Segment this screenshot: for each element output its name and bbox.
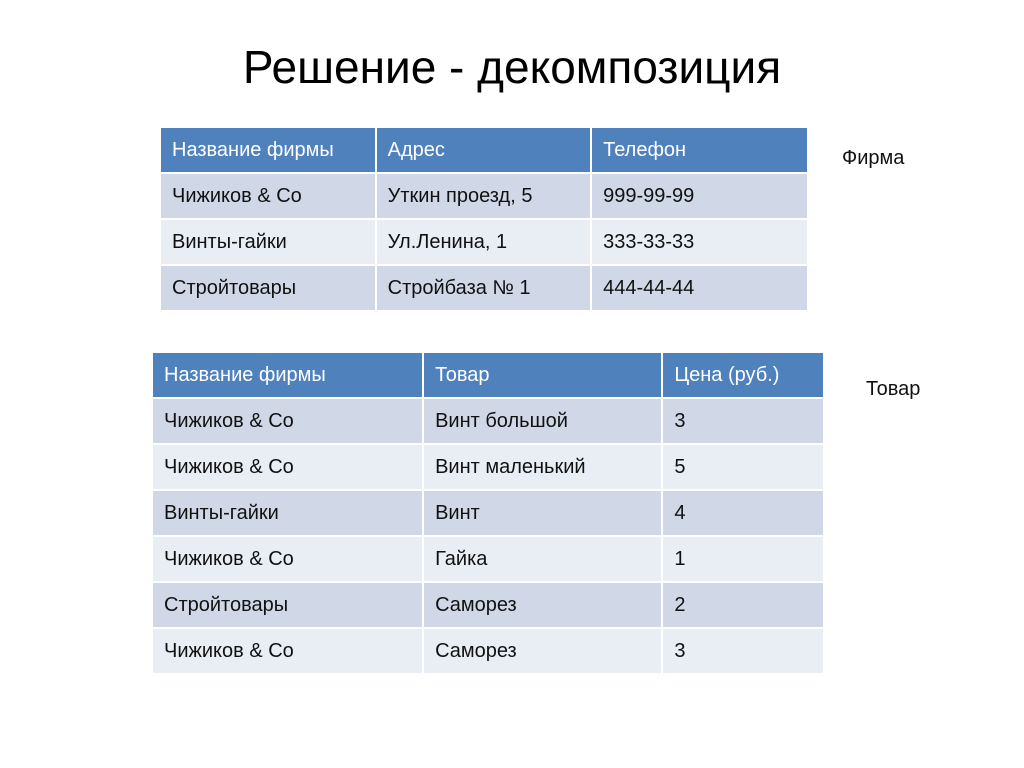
table-cell: Саморез [423,582,662,628]
tovar-table [151,351,825,675]
table-cell: Чижиков & Co [152,628,423,674]
table-cell: Стройтовары [160,265,376,311]
table-cell: Гайка [423,536,662,582]
table-cell: Стройтовары [152,582,423,628]
table-row [160,173,808,219]
table-row [160,219,808,265]
table-cell: Саморез [423,628,662,674]
table-cell: Винт [423,490,662,536]
table-cell: Ул.Ленина, 1 [376,219,591,265]
table-cell: Чижиков & Co [152,536,423,582]
table-cell: 1 [662,536,824,582]
table-cell: 2 [662,582,824,628]
firma-table [159,126,809,312]
table-cell: 5 [662,444,824,490]
table-cell: Уткин проезд, 5 [376,173,591,219]
table-cell: 3 [662,398,824,444]
column-header: Адрес [376,127,591,173]
table-header-row [160,127,808,173]
table-row [152,398,824,444]
table-cell: 3 [662,628,824,674]
table-cell: Чижиков & Co [160,173,376,219]
table-cell: Стройбаза № 1 [376,265,591,311]
tovar-table-label: Товар [866,378,921,400]
table-cell: Винт большой [423,398,662,444]
column-header: Цена (руб.) [662,352,824,398]
table-row [152,536,824,582]
table-row [152,628,824,674]
column-header: Название фирмы [160,127,376,173]
table-cell: Винт маленький [423,444,662,490]
table-cell: 999-99-99 [591,173,808,219]
table-cell: 333-33-33 [591,219,808,265]
table-cell: Винты-гайки [152,490,423,536]
table-header-row [152,352,824,398]
table-row [152,582,824,628]
table-row [152,444,824,490]
table-cell: Винты-гайки [160,219,376,265]
column-header: Название фирмы [152,352,423,398]
slide-title: Решение - декомпозиция [242,41,782,93]
column-header: Телефон [591,127,808,173]
column-header: Товар [423,352,662,398]
table-cell: Чижиков & Co [152,398,423,444]
table-cell: Чижиков & Co [152,444,423,490]
table-row [160,265,808,311]
firma-table-label: Фирма [842,147,905,169]
table-cell: 444-44-44 [591,265,808,311]
table-row [152,490,824,536]
table-cell: 4 [662,490,824,536]
